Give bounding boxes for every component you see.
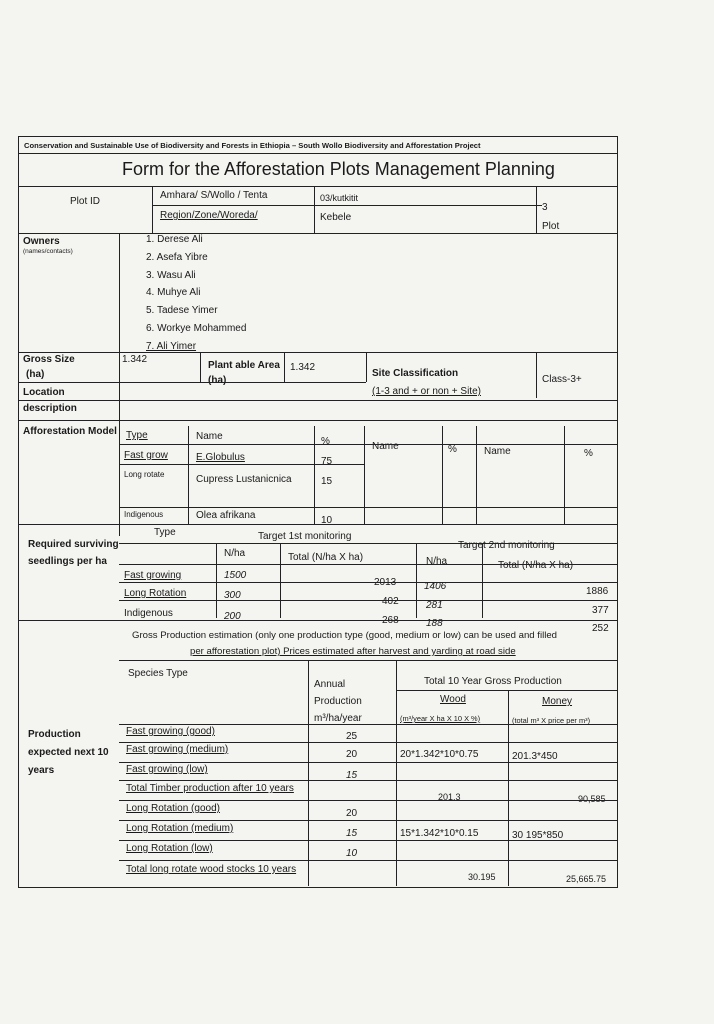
seedlings-row-t2: 377 bbox=[592, 605, 609, 616]
wood-sub-header: (m³/year X ha X 10 X %) bbox=[400, 714, 481, 723]
seedlings-row-n2: 1406 bbox=[424, 581, 447, 592]
seedlings-row-n1: 300 bbox=[224, 590, 241, 601]
production-note-1: Gross Production estimation (only one production type (good, medium or low) can be used and filled bbox=[132, 630, 558, 641]
seedlings-row-type: Fast growing bbox=[124, 570, 182, 581]
afforestation-name-header: Name bbox=[196, 431, 223, 442]
kebele-label: Kebele bbox=[320, 212, 352, 223]
production-note-2: per afforestation plot) Prices estimated after harvest and yarding at road side bbox=[190, 646, 516, 657]
total-10yr-header: Total 10 Year Gross Production bbox=[424, 676, 562, 687]
production-row-wood: 20*1.342*10*0.75 bbox=[400, 749, 479, 760]
gross-size-unit: (ha) bbox=[26, 369, 45, 380]
afforestation-pct2-header: % bbox=[448, 444, 457, 455]
seedlings-row-t1: 268 bbox=[382, 615, 399, 626]
production-row-wood: 30.195 bbox=[468, 872, 496, 882]
seedlings-row-t2: 1886 bbox=[586, 586, 609, 597]
afforestation-row-type: Fast grow bbox=[124, 450, 168, 461]
production-label: Production expected next 10 years bbox=[28, 729, 109, 776]
afforestation-row-type: Long rotate bbox=[124, 470, 165, 479]
owner-item: 3. Wasu Ali bbox=[146, 269, 196, 281]
afforestation-row-name: E.Globulus bbox=[196, 452, 245, 463]
production-row-annual: 10 bbox=[346, 848, 358, 859]
production-row-type: Fast growing (medium) bbox=[126, 744, 229, 755]
afforestation-row-name: Olea afrikana bbox=[196, 510, 256, 521]
target2-header: Target 2nd monitoring bbox=[458, 540, 555, 551]
afforestation-name3-header: Name bbox=[484, 446, 511, 457]
gross-size-value: 1.342 bbox=[122, 354, 148, 365]
owner-item: 6. Workye Mohammed bbox=[146, 322, 247, 334]
production-row-wood: 201.3 bbox=[438, 792, 461, 802]
site-class-value: Class-3+ bbox=[542, 374, 582, 385]
seedlings-row-t1: 402 bbox=[382, 596, 399, 607]
seedlings-type-header: Type bbox=[154, 527, 176, 538]
region-value: Amhara/ S/Wollo / Tenta bbox=[160, 190, 268, 201]
production-row-type: Total Timber production after 10 years bbox=[126, 783, 294, 794]
owner-item: 7. Ali Yimer bbox=[146, 340, 197, 352]
afforestation-row-pct: 10 bbox=[321, 515, 333, 526]
money-sub-header: (total m³ X price per m³) bbox=[512, 716, 591, 725]
production-row-money: 25,665.75 bbox=[566, 874, 607, 884]
production-row-annual: 20 bbox=[346, 749, 358, 760]
owner-item: 1. Derese Ali bbox=[146, 234, 203, 245]
seedlings-row-n1: 1500 bbox=[224, 570, 247, 581]
region-label: Region/Zone/Woreda/ bbox=[160, 210, 258, 221]
afforestation-label: Afforestation Model bbox=[23, 426, 117, 437]
production-row-annual: 15 bbox=[346, 828, 358, 839]
owners-sublabel: (names/contacts) bbox=[23, 248, 73, 255]
target1-header: Target 1st monitoring bbox=[258, 531, 352, 542]
production-row-annual: 25 bbox=[346, 731, 358, 742]
production-row-money: 30 195*850 bbox=[512, 830, 564, 841]
production-row-type: Fast growing (low) bbox=[126, 764, 208, 775]
gross-size-label: Gross Size bbox=[23, 354, 75, 365]
plot-label: Plot bbox=[542, 221, 560, 232]
afforestation-row-pct: 75 bbox=[321, 456, 333, 467]
production-row-money: 201.3*450 bbox=[512, 751, 558, 762]
annual-production-header: Annual Production m³/ha/year bbox=[314, 679, 362, 724]
owner-item: 4. Muhye Ali bbox=[146, 287, 201, 299]
afforestation-name2-header: Name bbox=[372, 441, 399, 452]
production-row-annual: 15 bbox=[346, 770, 358, 781]
project-header: Conservation and Sustainable Use of Biodiversity and Forests in Ethiopia – South Wollo Biodiversity and Afforestation Project bbox=[24, 141, 481, 150]
location-label: Location description bbox=[23, 387, 77, 414]
afforestation-pct-header: % bbox=[321, 436, 330, 447]
target1-total-header: Total (N/ha X ha) bbox=[288, 552, 364, 563]
seedlings-row-n2: 281 bbox=[426, 600, 443, 611]
money-header: Money bbox=[542, 696, 573, 707]
production-row-type: Long Rotation (low) bbox=[126, 843, 213, 854]
owners-list bbox=[146, 231, 446, 356]
production-row-money: 90,585 bbox=[578, 794, 606, 804]
target2-nha-header: N/ha bbox=[426, 556, 448, 567]
production-row-annual: 20 bbox=[346, 808, 358, 819]
site-class-label: Site Classification bbox=[372, 368, 459, 379]
afforestation-pct3-header: % bbox=[584, 448, 593, 459]
site-class-sub: (1-3 and + or non + Site) bbox=[372, 386, 481, 397]
kebele-value: 03/kutkitit bbox=[320, 193, 359, 203]
target1-nha-header: N/ha bbox=[224, 548, 246, 559]
plantable-value: 1.342 bbox=[290, 362, 316, 373]
afforestation-row-name: Cupress Lustanicnica bbox=[196, 474, 292, 485]
seedlings-row-t1: 2013 bbox=[374, 577, 397, 588]
plot-id-label: Plot ID bbox=[70, 196, 101, 207]
seedlings-row-type: Indigenous bbox=[124, 608, 173, 619]
afforestation-row-pct: 15 bbox=[321, 476, 333, 487]
species-type-header: Species Type bbox=[128, 668, 188, 679]
plantable-label: Plant able Area (ha) bbox=[208, 360, 280, 386]
owner-item: 2. Asefa Yibre bbox=[146, 251, 208, 263]
seedlings-row-type: Long Rotation bbox=[124, 588, 187, 599]
production-row-type: Fast growing (good) bbox=[126, 726, 215, 737]
seedlings-row-n1: 200 bbox=[224, 611, 241, 622]
owners-label: Owners bbox=[23, 236, 60, 247]
seedlings-row-n2: 188 bbox=[426, 618, 443, 629]
afforestation-type-header: Type bbox=[126, 430, 148, 441]
plot-number: 3 bbox=[542, 202, 548, 213]
seedlings-label: Required surviving seedlings per ha bbox=[28, 539, 119, 567]
form-sheet bbox=[18, 136, 618, 888]
owner-item: 5. Tadese Yimer bbox=[146, 305, 218, 317]
production-row-type: Long Rotation (medium) bbox=[126, 823, 234, 834]
afforestation-row-type: Indigenous bbox=[124, 510, 164, 519]
production-row-wood: 15*1.342*10*0.15 bbox=[400, 828, 479, 839]
target2-total-header: Total (N/ha X ha) bbox=[498, 560, 574, 571]
form-title: Form for the Afforestation Plots Management Planning bbox=[122, 159, 555, 179]
seedlings-row-t2: 252 bbox=[592, 623, 609, 634]
production-row-type: Long Rotation (good) bbox=[126, 803, 220, 814]
wood-header: Wood bbox=[440, 694, 466, 705]
production-row-type: Total long rotate wood stocks 10 years bbox=[126, 864, 297, 875]
